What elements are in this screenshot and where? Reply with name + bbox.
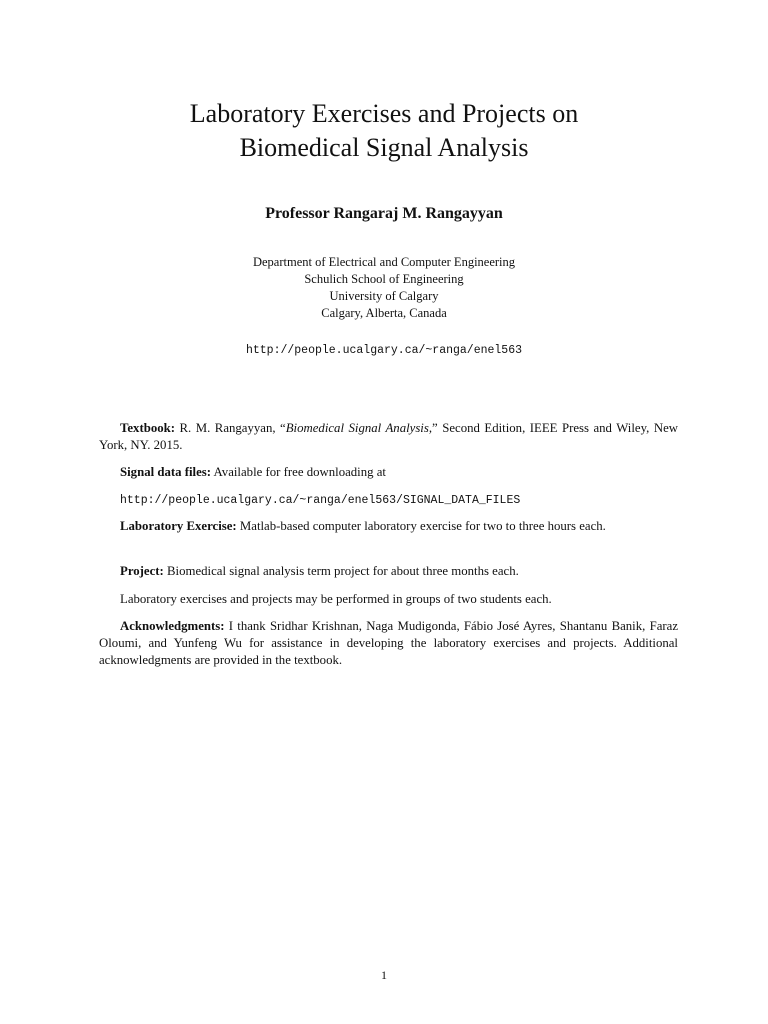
textbook-italic-title: Biomedical Signal Analysis, — [285, 421, 433, 435]
lab-exercise-text: Matlab-based computer laboratory exercise for two to three hours each. — [236, 519, 606, 533]
title-line-1: Laboratory Exercises and Projects on — [189, 99, 579, 128]
author-name: Professor Rangaraj M. Rangayyan — [265, 205, 503, 222]
textbook-paragraph — [99, 420, 678, 454]
lab-exercise-paragraph — [99, 518, 678, 535]
textbook-text-before: R. M. Rangayyan, “ — [175, 421, 286, 435]
affiliation-university: University of Calgary — [329, 289, 439, 303]
project-label: Project: — [120, 564, 164, 578]
affiliation-department: Department of Electrical and Computer Engineering — [252, 255, 516, 269]
signal-files-url[interactable]: http://people.ucalgary.ca/~ranga/enel563/SIGNAL_DATA_FILES — [120, 494, 521, 507]
project-text: Biomedical signal analysis term project for about three months each. — [163, 564, 519, 578]
title-line-2: Biomedical Signal Analysis — [239, 133, 529, 162]
groups-paragraph — [99, 591, 678, 608]
project-paragraph — [99, 563, 678, 580]
affiliation-location: Calgary, Alberta, Canada — [321, 306, 447, 320]
signal-files-text: Available for free downloading at — [211, 465, 386, 479]
signal-files-paragraph — [99, 464, 678, 481]
affiliation-block — [0, 254, 768, 322]
acknowledgments-text: I thank Sridhar Krishnan, Naga Mudigonda, Fábio José Ayres, Shantanu Banik, Faraz Oloumi, and Yunfeng Wu for assistance in developing the laboratory exercises and projects. Additional acknowledgments are provided in the textbook. — [99, 619, 678, 667]
textbook-label: Textbook: — [120, 421, 175, 435]
groups-text: Laboratory exercises and projects may be performed in groups of two students each. — [120, 592, 552, 606]
course-url[interactable]: http://people.ucalgary.ca/~ranga/enel563 — [245, 344, 523, 357]
textbook-text-after: ” Second Edition, IEEE Press and Wiley, New York, NY. 2015. — [99, 421, 678, 452]
lab-exercise-label: Laboratory Exercise: — [120, 519, 237, 533]
page-number: 1 — [381, 968, 387, 982]
signal-files-url-paragraph — [99, 491, 678, 509]
document-title — [0, 97, 768, 165]
affiliation-school: Schulich School of Engineering — [304, 272, 464, 286]
signal-files-label: Signal data files: — [120, 465, 212, 479]
acknowledgments-paragraph — [99, 618, 678, 669]
acknowledgments-label: Acknowledgments: — [120, 619, 225, 633]
